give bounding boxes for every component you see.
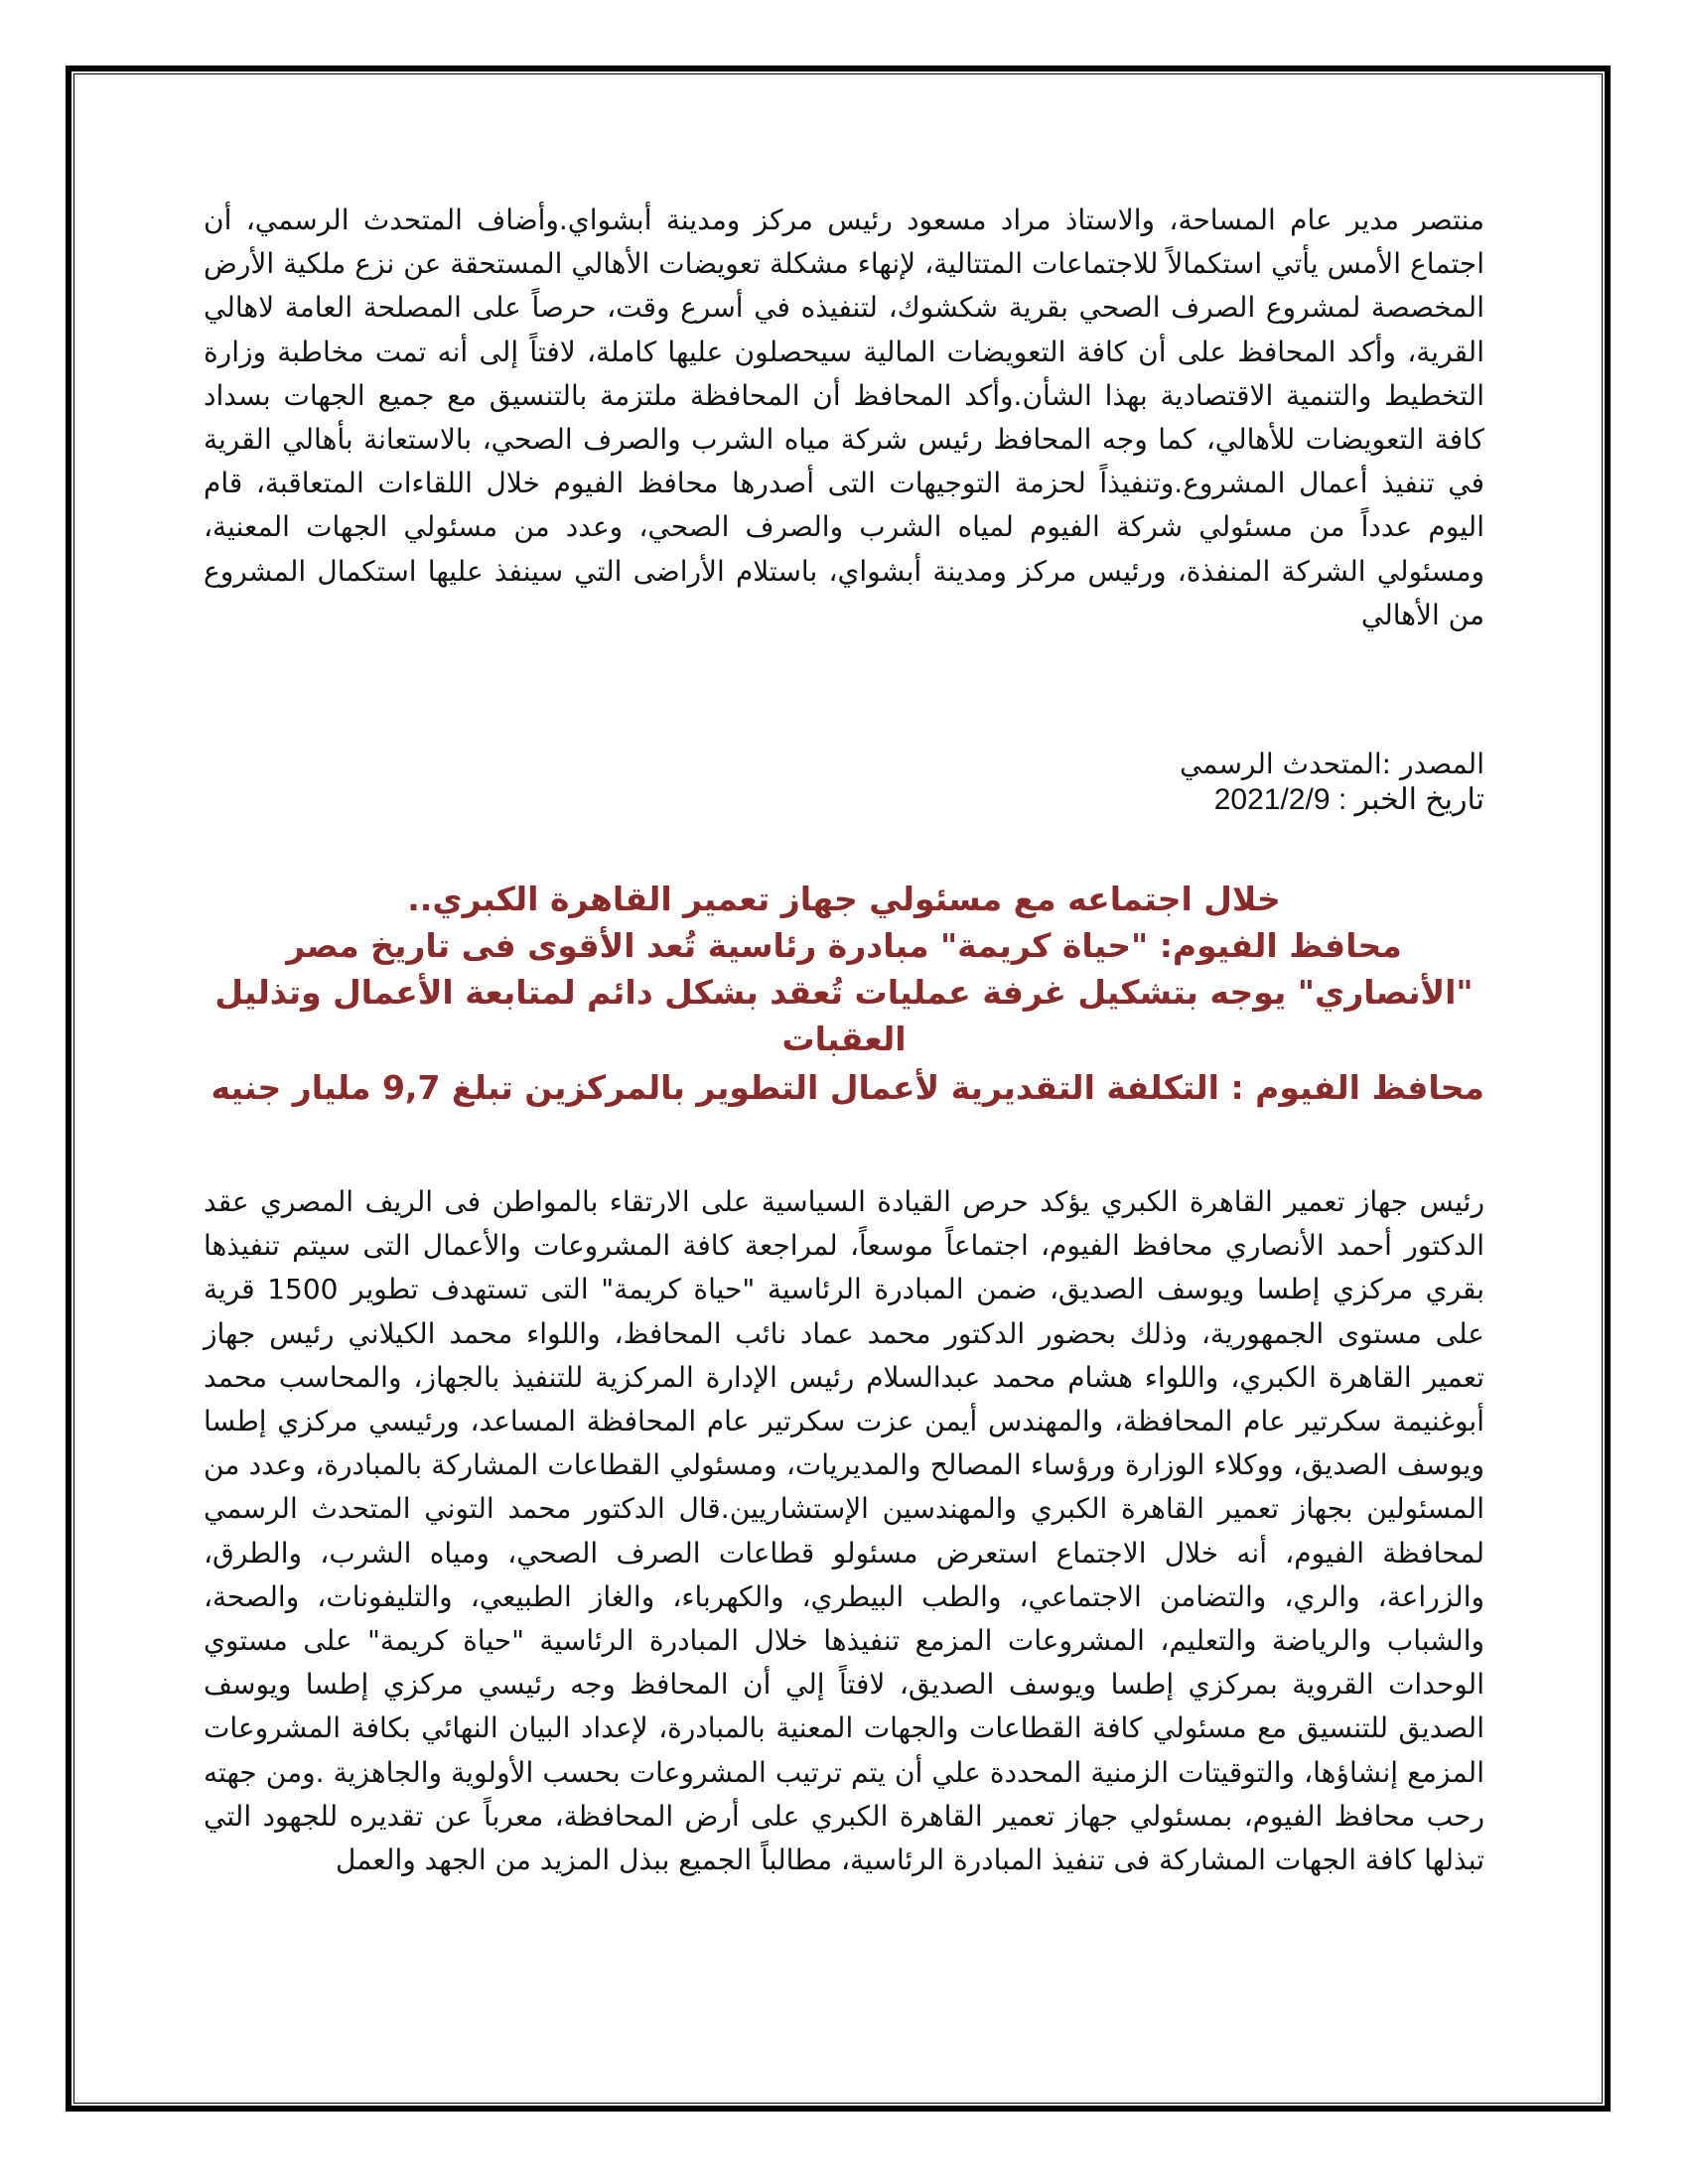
source-block (492, 747, 1484, 818)
headline-4: محافظ الفيوم : التكلفة التقديرية لأعمال التطوير بالمركزين تبلغ 9,7 مليار جنيه (211, 1068, 1484, 1108)
document-body (204, 199, 1484, 1882)
headline-3: "الأنصاري" يوجه بتشكيل غرفة عمليات تُعقد بشكل دائم لمتابعة الأعمال وتذليل العقبات (214, 973, 1474, 1059)
source-line: المصدر :المتحدث الرسمي (1179, 748, 1484, 781)
headline-2: محافظ الفيوم: "حياة كريمة" مبادرة رئاسية تُعد الأقوى فى تاريخ مصر (286, 926, 1402, 966)
headline-1: خلال اجتماعه مع مسئولي جهاز تعمير القاهرة الكبري.. (407, 880, 1281, 919)
paragraph-1: منتصر مدير عام المساحة، والاستاذ مراد مسعود رئيس مركز ومدينة أبشواي.وأضاف المتحدث الرسمي، أن اجتماع الأمس يأتي استكمالاً للاجتماعات المتتالية، لإنهاء مشكلة تعويضات الأهالي المستحقة عن نزع ملكية الأرض المخصصة لمشروع الصرف الصحي بقرية شكشوك، لتنفيذه في أسرع وقت، حرصاً على المصلحة العامة لاهالي القرية، وأكد المحافظ على أن كافة التعويضات المالية سيحصلون عليها كاملة، لافتاً إلى أنه تمت مخاطبة وزارة التخطيط والتنمية الاقتصادية بهذا الشأن.وأكد المحافظ أن المحافظة ملتزمة بالتنسيق مع جميع الجهات بسداد كافة التعويضات للأهالي، كما وجه المحافظ رئيس شركة مياه الشرب والصرف الصحي، بالاستعانة بأهالي القرية في تنفيذ أعمال المشروع.وتنفيذاً لحزمة التوجيهات التى أصدرها محافظ الفيوم خلال اللقاءات المتعاقبة، قام اليوم عدداً من مسئولي شركة الفيوم لمياه الشرب والصرف الصحي، وعدد من مسئولي الجهات المعنية، ومسئولي الشركة المنفذة، ورئيس مركز ومدينة أبشواي، باستلام الأراضى التي سينفذ عليها استكمال المشروع من الأهالي (204, 204, 1484, 631)
news-date: تاريخ الخبر : 2021/2/9 (1213, 783, 1484, 817)
headlines (204, 876, 1484, 1111)
paragraph-2: رئيس جهاز تعمير القاهرة الكبري يؤكد حرص القيادة السياسية على الارتقاء بالمواطن فى الريف المصري عقد الدكتور أحمد الأنصاري محافظ الفيوم، اجتماعاً موسعاً، لمراجعة كافة المشروعات والأعمال التى سيتم تنفيذها بقري مركزي إطسا ويوسف الصديق، ضمن المبادرة الرئاسية "حياة كريمة" التى تستهدف تطوير 1500 قرية على مستوى الجمهورية، وذلك بحضور الدكتور محمد عماد نائب المحافظ، واللواء محمد الكيلاني رئيس جهاز تعمير القاهرة الكبري، واللواء هشام محمد عبدالسلام رئيس الإدارة المركزية للتنفيذ بالجهاز، والمحاسب محمد أبوغنيمة سكرتير عام المحافظة، والمهندس أيمن عزت سكرتير عام المحافظة المساعد، ورئيسي مركزي إطسا ويوسف الصديق، ووكلاء الوزارة ورؤساء المصالح والمديريات، ومسئولي القطاعات المشاركة بالمبادرة، وعدد من المسئولين بجهاز تعمير القاهرة الكبري والمهندسين الإستشاريين.قال الدكتور محمد التوني المتحدث الرسمي لمحافظة الفيوم، أنه خلال الاجتماع استعرض مسئولو قطاعات الصرف الصحي، ومياه الشرب، والطرق، والزراعة، والري، والتضامن الاجتماعي، والطب البيطري، والكهرباء، والغاز الطبيعي، والتليفونات، والصحة، والشباب والرياضة والتعليم، المشروعات المزمع تنفيذها خلال المبادرة الرئاسية "حياة كريمة" على مستوي الوحدات القروية بمركزي إطسا ويوسف الصديق، لافتاً إلي أن المحافظ وجه رئيسي مركزي إطسا ويوسف الصديق للتنسيق مع مسئولي كافة القطاعات والجهات المعنية بالمبادرة، لإعداد البيان النهائي بكافة المشروعات المزمع إنشاؤها، والتوقيتات الزمنية المحددة علي أن يتم ترتيب المشروعات بحسب الأولوية والجاهزية .ومن جهته رحب محافظ الفيوم، بمسئولي جهاز تعمير القاهرة الكبري على أرض المحافظة، معرباً عن تقديره للجهود التي تبذلها كافة الجهات المشاركة فى تنفيذ المبادرة الرئاسية، مطالباً الجميع ببذل المزيد من الجهد والعمل (204, 1185, 1484, 1877)
